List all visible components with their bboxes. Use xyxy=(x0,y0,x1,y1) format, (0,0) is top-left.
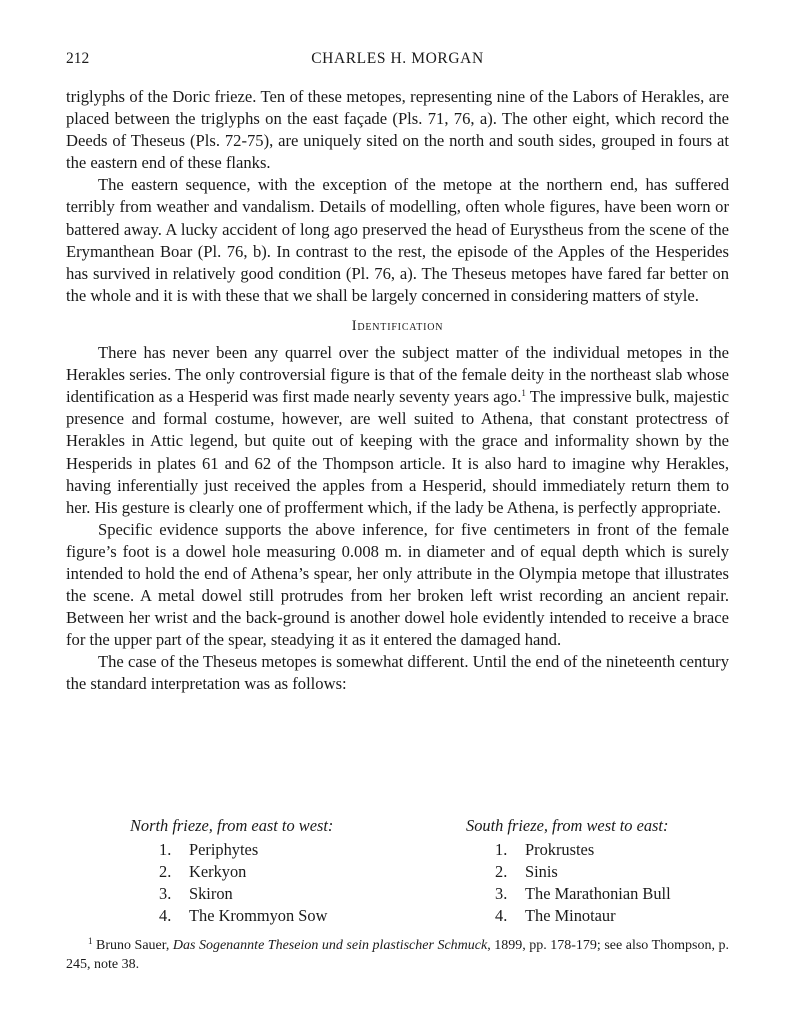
list-item: 3. The Marathonian Bull xyxy=(495,884,671,903)
list-item: 4. The Minotaur xyxy=(495,906,616,925)
paragraph-2: The eastern sequence, with the exception of the metope at the northern end, has suffered terribly from weather and vandalism. Details of modelling, often whole figures, have been worn or battered away. A lucky accident of long ago preserved the head of Eurystheus from the scene of the Erymanthean Boar (Pl. 76, b). In contrast to the rest, the episode of the Apples of the Hesperides has survived in relatively good condition (Pl. 76, a). The Theseus metopes have fared far better on the whole and it is with these that we shall be largely concerned in considering matters of style. xyxy=(66,175,729,305)
paragraph-3-part-a: There has never been any quarrel over the subject matter of the individual metopes in the Herakles series. The only controversial figure is that of the female deity in the northeast slab whose identification as a Hesperid was first made nearly seventy years ago. xyxy=(66,343,729,407)
footnote-mark: 1 xyxy=(88,936,93,946)
paragraph-4: Specific evidence supports the above inference, for five centimeters in front of the female figure’s foot is a dowel hole measuring 0.008 m. in diameter and of equal depth which is surely intended to hold the end of Athena’s spear, her only attribute in the Olympia metope that illustrates the scene. A metal dowel still protrudes from her broken left wrist recording an ancient repair. Between her wrist and the back-ground is another dowel hole evidently intended to receive a brace for the upper part of the spear, steadying it as it entered the damaged hand. xyxy=(66,519,729,650)
south-frieze-list xyxy=(466,815,671,927)
paragraph-1: triglyphs of the Doric frieze. Ten of these metopes, representing nine of the Labors of Herakles, are placed between the triglyphs on the east façade (Pls. 71, 76, a). The other eight, which record the Deeds of Theseus (Pls. 72-75), are uniquely sited on the north and south sides, grouped in fours at the eastern end of these flanks. xyxy=(66,87,729,173)
footnote xyxy=(66,936,729,974)
list-item: 1. Periphytes xyxy=(159,840,259,859)
body-text xyxy=(66,86,729,696)
paragraph-5: The case of the Theseus metopes is somewhat different. Until the end of the nineteenth century the standard interpretation was as follows: xyxy=(66,652,729,694)
south-frieze-title: South frieze, from west to east: xyxy=(466,816,669,835)
list-item: 2. Sinis xyxy=(495,862,558,881)
list-item: 1. Prokrustes xyxy=(495,840,595,859)
north-frieze-title: North frieze, from east to west: xyxy=(130,816,334,835)
paragraph-3-part-b: The impressive bulk, majestic presence and formal costume, however, are well suited to Athena, that constant protectress of Herakles in Attic legend, but quite out of keeping with the grace and informality shown by the Hesperids in plates 61 and 62 of the Thompson article. It is also hard to imagine why Herakles, having inferentially just received the apples from a Hesperid, should immediately return them to her. His gesture is clearly one of profferment which, if the lady be Athena, is perfectly appropriate. xyxy=(66,387,729,517)
footnote-author: Bruno Sauer, xyxy=(92,938,173,953)
running-title: CHARLES H. MORGAN xyxy=(311,50,484,67)
metope-lists xyxy=(66,815,729,930)
list-item: 3. Skiron xyxy=(159,884,233,903)
paragraph-3 xyxy=(66,342,729,519)
page-header xyxy=(66,50,729,72)
section-heading: Identification xyxy=(351,317,444,334)
list-item: 4. The Krommyon Sow xyxy=(159,906,328,925)
footnote-rest: , 1899, pp. 178-179; see also Thompson, p. 245, note 38. xyxy=(66,938,729,972)
footnote-reference[interactable]: 1 xyxy=(521,388,526,399)
north-frieze-list xyxy=(130,815,333,927)
list-item: 2. Kerkyon xyxy=(159,862,247,881)
page-number: 212 xyxy=(66,50,90,67)
footnote-title: Das Sogenannte Theseion und sein plastischer Schmuck xyxy=(172,938,488,953)
